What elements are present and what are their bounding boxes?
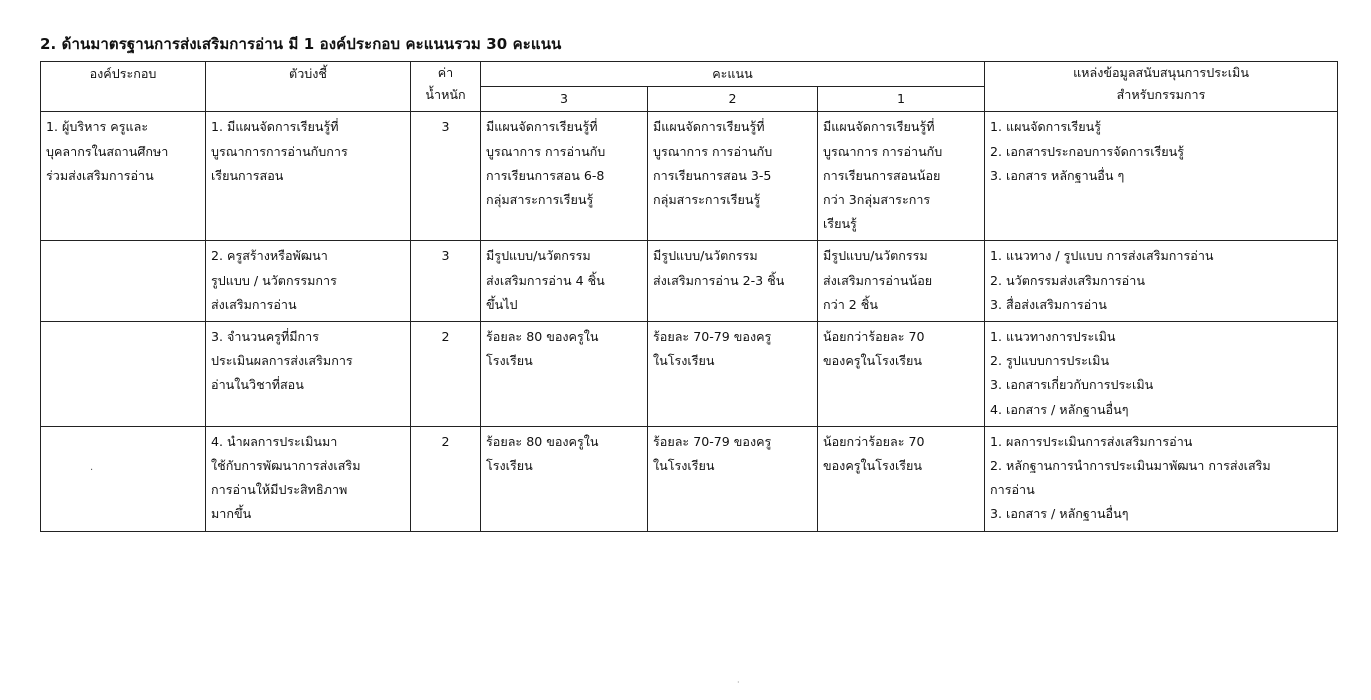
- cell-weight-value: 3: [441, 119, 450, 135]
- cell-indicator-line: ประเมินผลการส่งเสริมการ: [211, 353, 353, 369]
- cell-score-2-line: บูรณาการ การอ่านกับ: [653, 143, 773, 159]
- cell-component: [41, 426, 206, 531]
- cell-sources-line: 1. แผนจัดการเรียนรู้: [990, 119, 1101, 135]
- cell-indicator-line: เรียนการสอน: [211, 167, 284, 183]
- document-heading: 2. ด้านมาตรฐานการส่งเสริมการอ่าน มี 1 องค์ประกอบ คะแนนรวม 30 คะแนน: [40, 35, 562, 53]
- header-score-2: 2: [648, 87, 818, 112]
- scan-speck: ·: [90, 465, 94, 476]
- cell-sources-line: 2. เอกสารประกอบการจัดการเรียนรู้: [990, 143, 1185, 159]
- table-row: [41, 322, 1338, 427]
- cell-indicator-line: ส่งเสริมการอ่าน: [211, 296, 297, 312]
- cell-score-1: [818, 426, 985, 531]
- cell-indicator-line: อ่านในวิชาที่สอน: [211, 377, 304, 393]
- header-score: คะแนน: [481, 62, 985, 87]
- cell-score-2-line: มีแผนจัดการเรียนรู้ที่: [653, 119, 765, 135]
- cell-score-1-line: เรียนรู้: [823, 216, 857, 232]
- cell-sources-line: 1. แนวทางการประเมิน: [990, 329, 1116, 345]
- cell-score-2-line: ในโรงเรียน: [653, 458, 715, 474]
- cell-score-2-line: ร้อยละ 70-79 ของครู: [653, 433, 772, 449]
- cell-indicator-line: ใช้กับการพัฒนาการส่งเสริม: [211, 458, 361, 474]
- cell-score-2: [648, 241, 818, 322]
- cell-weight-value: 3: [441, 248, 450, 264]
- header-indicator: ตัวบ่งชี้: [206, 62, 411, 112]
- cell-weight-value: 2: [441, 433, 450, 449]
- cell-weight: [411, 322, 481, 427]
- cell-score-1-line: กว่า 3กลุ่มสาระการ: [823, 192, 931, 208]
- cell-weight: [411, 241, 481, 322]
- cell-score-3-line: ร้อยละ 80 ของครูใน: [486, 329, 599, 345]
- cell-score-1-line: มีรูปแบบ/นวัตกรรม: [823, 248, 928, 264]
- cell-score-3-line: ขึ้นไป: [486, 296, 518, 312]
- cell-indicator: [206, 426, 411, 531]
- cell-score-1-line: การเรียนการสอนน้อย: [823, 167, 941, 183]
- cell-indicator: [206, 241, 411, 322]
- cell-score-1-line: มีแผนจัดการเรียนรู้ที่: [823, 119, 935, 135]
- cell-indicator-line: การอ่านให้มีประสิทธิภาพ: [211, 482, 348, 498]
- header-weight: ค่า น้ำหนัก: [411, 62, 481, 112]
- criteria-table: [40, 61, 1338, 532]
- cell-score-3-line: โรงเรียน: [486, 458, 533, 474]
- cell-score-1: [818, 112, 985, 241]
- cell-indicator-line: รูปแบบ / นวัตกรรมการ: [211, 272, 337, 288]
- cell-score-2: [648, 112, 818, 241]
- table-row: [41, 241, 1338, 322]
- cell-score-3-line: ส่งเสริมการอ่าน 4 ชิ้น: [486, 272, 605, 288]
- cell-indicator-line: 4. นำผลการประเมินมา: [211, 433, 338, 449]
- cell-sources-line: 3. เอกสาร / หลักฐานอื่นๆ: [990, 506, 1129, 522]
- cell-score-2-line: ส่งเสริมการอ่าน 2-3 ชิ้น: [653, 272, 785, 288]
- cell-score-3: [481, 241, 648, 322]
- header-score-3: 3: [481, 87, 648, 112]
- cell-score-2-line: ร้อยละ 70-79 ของครู: [653, 329, 772, 345]
- header-component: องค์ประกอบ: [41, 62, 206, 112]
- cell-score-2-line: ในโรงเรียน: [653, 353, 715, 369]
- cell-indicator: [206, 112, 411, 241]
- cell-score-3: [481, 426, 648, 531]
- cell-score-3-line: มีแผนจัดการเรียนรู้ที่: [486, 119, 598, 135]
- cell-sources-line: การอ่าน: [990, 482, 1035, 498]
- cell-score-1-line: ส่งเสริมการอ่านน้อย: [823, 272, 933, 288]
- cell-score-3-line: การเรียนการสอน 6-8: [486, 167, 605, 183]
- header-score-1: 1: [818, 87, 985, 112]
- cell-sources-line: 4. เอกสาร / หลักฐานอื่นๆ: [990, 401, 1129, 417]
- header-sources: แหล่งข้อมูลสนับสนุนการประเมิน สำหรับกรรมการ: [985, 62, 1338, 112]
- cell-indicator-line: 2. ครูสร้างหรือพัฒนา: [211, 248, 328, 264]
- cell-indicator-line: 1. มีแผนจัดการเรียนรู้ที่: [211, 119, 339, 135]
- cell-sources: [985, 241, 1338, 322]
- cell-sources: [985, 322, 1338, 427]
- cell-sources-line: 1. ผลการประเมินการส่งเสริมการอ่าน: [990, 433, 1193, 449]
- cell-sources-line: 3. เอกสารเกี่ยวกับการประเมิน: [990, 377, 1154, 393]
- cell-sources-line: 3. เอกสาร หลักฐานอื่น ๆ: [990, 167, 1125, 183]
- cell-score-3: [481, 322, 648, 427]
- cell-score-3-line: บูรณาการ การอ่านกับ: [486, 143, 606, 159]
- cell-sources: [985, 426, 1338, 531]
- cell-sources-line: 1. แนวทาง / รูปแบบ การส่งเสริมการอ่าน: [990, 248, 1214, 264]
- table-body: [41, 112, 1338, 531]
- cell-score-1: [818, 241, 985, 322]
- cell-component: [41, 241, 206, 322]
- cell-indicator: [206, 322, 411, 427]
- cell-component-line: ร่วมส่งเสริมการอ่าน: [46, 167, 154, 183]
- cell-sources-line: 3. สื่อส่งเสริมการอ่าน: [990, 296, 1107, 312]
- cell-score-3-line: กลุ่มสาระการเรียนรู้: [486, 192, 594, 208]
- cell-score-2-line: กลุ่มสาระการเรียนรู้: [653, 192, 761, 208]
- cell-sources: [985, 112, 1338, 241]
- cell-score-3-line: มีรูปแบบ/นวัตกรรม: [486, 248, 591, 264]
- cell-score-1-line: ของครูในโรงเรียน: [823, 458, 923, 474]
- cell-score-1-line: บูรณาการ การอ่านกับ: [823, 143, 943, 159]
- cell-sources-line: 2. รูปแบบการประเมิน: [990, 353, 1110, 369]
- cell-score-1-line: น้อยกว่าร้อยละ 70: [823, 433, 925, 449]
- cell-score-3: [481, 112, 648, 241]
- cell-sources-line: 2. นวัตกรรมส่งเสริมการอ่าน: [990, 272, 1145, 288]
- cell-sources-line: 2. หลักฐานการนำการประเมินมาพัฒนา การส่งเสริม: [990, 458, 1271, 474]
- cell-score-1-line: ของครูในโรงเรียน: [823, 353, 923, 369]
- cell-indicator-line: บูรณาการการอ่านกับการ: [211, 143, 348, 159]
- cell-score-1-line: น้อยกว่าร้อยละ 70: [823, 329, 925, 345]
- cell-weight: [411, 112, 481, 241]
- table-row: [41, 426, 1338, 531]
- scan-speck-2: ·: [737, 678, 740, 687]
- cell-score-1-line: กว่า 2 ชิ้น: [823, 296, 878, 312]
- cell-score-3-line: ร้อยละ 80 ของครูใน: [486, 433, 599, 449]
- cell-score-1: [818, 322, 985, 427]
- cell-score-3-line: โรงเรียน: [486, 353, 533, 369]
- cell-score-2-line: มีรูปแบบ/นวัตกรรม: [653, 248, 758, 264]
- cell-score-2: [648, 426, 818, 531]
- cell-component: [41, 112, 206, 241]
- cell-indicator-line: 3. จำนวนครูที่มีการ: [211, 329, 320, 345]
- table-row: [41, 112, 1338, 241]
- cell-component: [41, 322, 206, 427]
- cell-weight-value: 2: [441, 329, 450, 345]
- cell-score-2-line: การเรียนการสอน 3-5: [653, 167, 772, 183]
- header-row-1: [41, 62, 1338, 87]
- cell-weight: [411, 426, 481, 531]
- cell-component-line: บุคลากรในสถานศึกษา: [46, 143, 169, 159]
- cell-component-line: 1. ผู้บริหาร ครูและ: [46, 119, 149, 135]
- cell-score-2: [648, 322, 818, 427]
- cell-indicator-line: มากขึ้น: [211, 506, 252, 522]
